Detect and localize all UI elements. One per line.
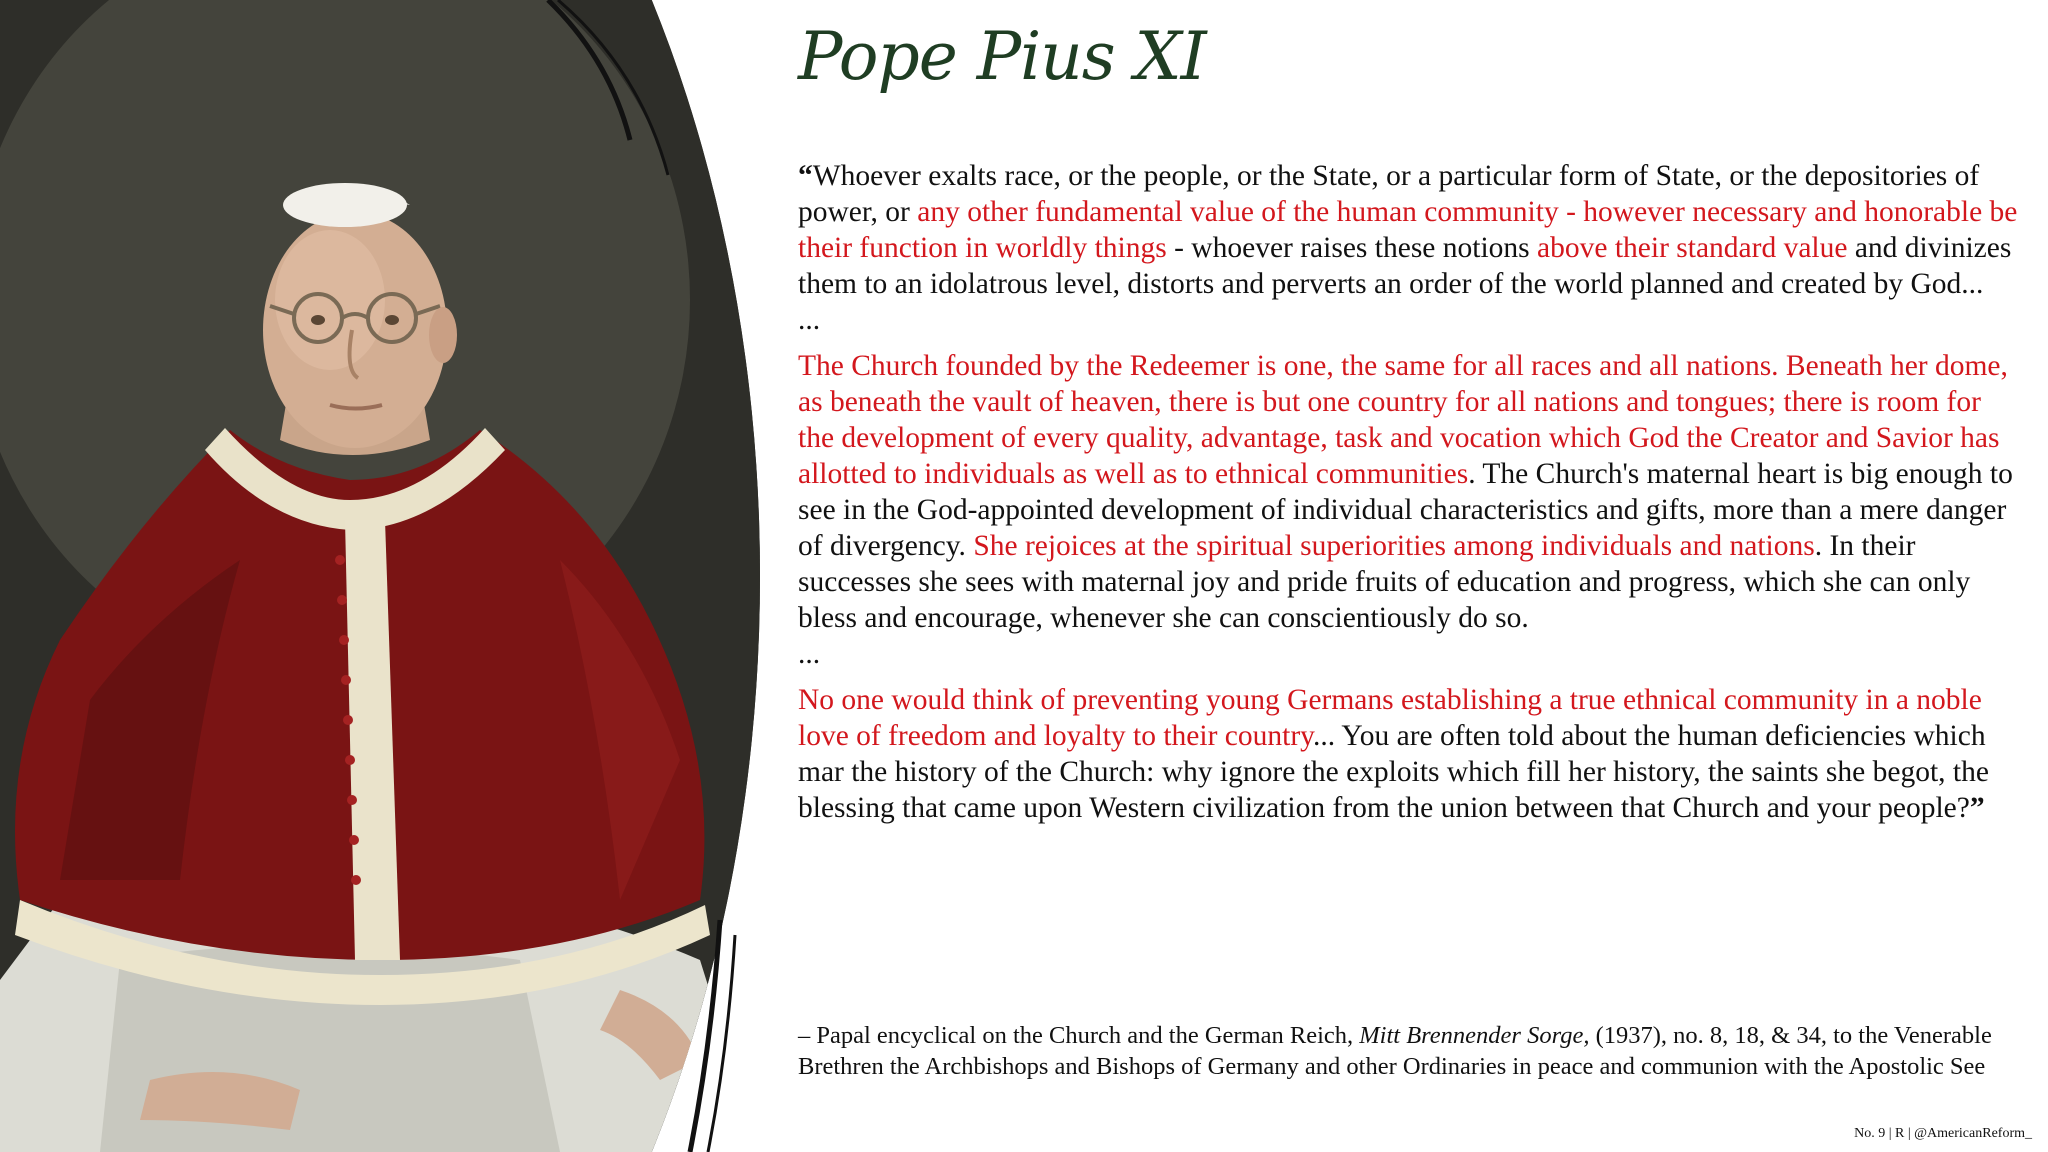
quote-text: ... You are often told about the human deficiencies which mar the history of the Church: why ignore the exploits which fill her history, the saints she begot, the blessing that came upon Western civilization from the union between that Church and your people? bbox=[798, 720, 1989, 824]
citation bbox=[798, 1020, 2023, 1082]
footer-credit: No. 9 | R | @AmericanReform_ bbox=[1854, 1126, 2032, 1141]
open-quote-mark: “ bbox=[798, 160, 813, 192]
portrait-image bbox=[0, 0, 760, 1152]
highlighted-text: any other fundamental value of the human community - however necessary and honorable be their function in worldly things bbox=[798, 196, 2018, 264]
quote-text: . In their successes she sees with maternal joy and pride fruits of education and progress, which she can only bless and encourage, whenever she can conscientiously do so. bbox=[798, 530, 1971, 634]
highlighted-text: The Church founded by the Redeemer is one, the same for all races and all nations. Beneath her dome, as beneath the vault of heaven, there is but one country for all nations and tongues; there is room for the development of every quality, advantage, task and vocation which God the Creator and Savior has allotted to individuals as well as to ethnical communities bbox=[798, 350, 2008, 490]
highlighted-text: above their standard value bbox=[1537, 232, 1848, 264]
quote-text: - whoever raises these notions bbox=[1166, 232, 1538, 264]
highlighted-text: No one would think of preventing young Germans establishing a true ethnical community in a noble love of freedom and loyalty to their country bbox=[798, 684, 1982, 752]
quote-text: . The Church's maternal heart is big enough to see in the God-appointed development of individual characteristics and gifts, more than a mere danger of divergency. bbox=[798, 458, 2013, 562]
quote-body bbox=[798, 158, 2023, 826]
quote-paragraph-2 bbox=[798, 348, 2023, 636]
quote-text: Whoever exalts race, or the people, or the State, or a particular form of State, or the depositories of power, or bbox=[798, 160, 1980, 228]
quote-paragraph-1 bbox=[798, 158, 2023, 302]
ellipsis-separator: ... bbox=[798, 638, 821, 670]
citation-text: – Papal encyclical on the Church and the German Reich, bbox=[798, 1022, 1360, 1049]
page-title: Pope Pius XI bbox=[798, 18, 1206, 95]
close-quote-mark: ” bbox=[1969, 792, 1985, 824]
quote-paragraph-3 bbox=[798, 682, 2023, 826]
ellipsis-separator: ... bbox=[798, 304, 821, 336]
quote-text: and divinizes them to an idolatrous level, distorts and perverts an order of the world planned and created by God... bbox=[798, 232, 2012, 300]
highlighted-text: She rejoices at the spiritual superiorities among individuals and nations bbox=[973, 530, 1815, 562]
citation-text: (1937), no. 8, 18, & 34, to the Venerable Brethren the Archbishops and Bishops of Germany and other Ordinaries in peace and communion with the Apostolic See bbox=[798, 1022, 1992, 1080]
encyclical-title: Mitt Brennender Sorge, bbox=[1359, 1022, 1590, 1049]
